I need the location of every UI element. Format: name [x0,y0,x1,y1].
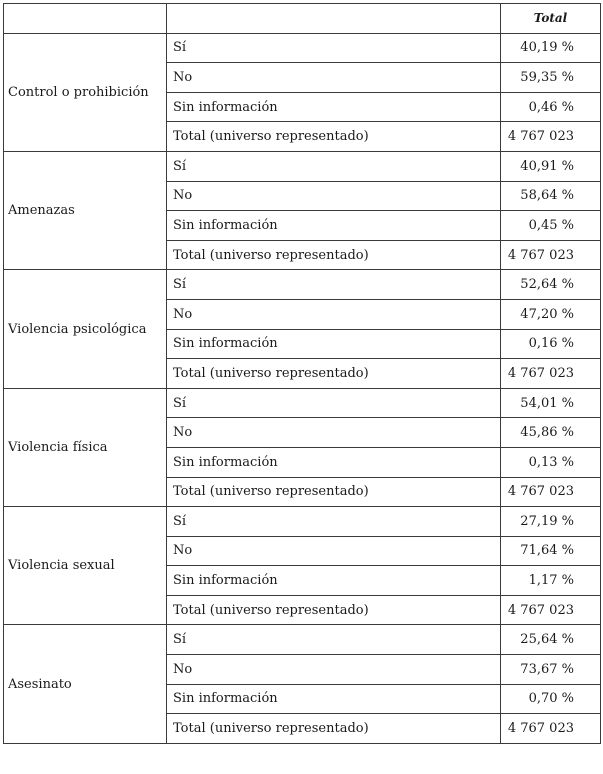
table-row [4,625,601,655]
header-blank-category [4,4,167,34]
row-label: Sin información [167,211,501,241]
row-value: 0,13 % [501,447,601,477]
row-value: 52,64 % [501,270,601,300]
row-value: 4 767 023 [501,240,601,270]
row-label: Sin información [167,329,501,359]
category-cell: Amenazas [4,151,167,269]
row-value: 4 767 023 [501,359,601,389]
row-label: No [167,418,501,448]
row-label: Sin información [167,684,501,714]
row-value: 71,64 % [501,536,601,566]
table-row [4,507,601,537]
row-value: 4 767 023 [501,477,601,507]
header-total: Total [501,4,601,34]
row-label: No [167,63,501,93]
row-value: 0,46 % [501,92,601,122]
row-value: 40,91 % [501,151,601,181]
row-label: No [167,181,501,211]
row-label: Total (universo representado) [167,359,501,389]
category-cell: Violencia sexual [4,507,167,625]
table-row [4,388,601,418]
row-value: 4 767 023 [501,595,601,625]
row-label: Total (universo representado) [167,477,501,507]
row-value: 25,64 % [501,625,601,655]
row-value: 4 767 023 [501,714,601,744]
row-label: Sí [167,507,501,537]
row-value: 73,67 % [501,655,601,685]
category-cell: Asesinato [4,625,167,743]
table-row [4,33,601,63]
table-row [4,270,601,300]
category-cell: Control o prohibición [4,33,167,151]
row-label: Total (universo representado) [167,714,501,744]
row-label: Sin información [167,447,501,477]
row-value: 0,45 % [501,211,601,241]
row-value: 45,86 % [501,418,601,448]
row-value: 4 767 023 [501,122,601,152]
row-label: Sí [167,270,501,300]
row-label: Total (universo representado) [167,240,501,270]
row-value: 0,16 % [501,329,601,359]
row-label: No [167,299,501,329]
row-value: 58,64 % [501,181,601,211]
row-value: 59,35 % [501,63,601,93]
row-label: Total (universo representado) [167,122,501,152]
row-value: 1,17 % [501,566,601,596]
row-label: Sí [167,151,501,181]
row-label: Sí [167,388,501,418]
row-label: Sin información [167,566,501,596]
row-value: 27,19 % [501,507,601,537]
category-cell: Violencia psicológica [4,270,167,388]
row-label: Sí [167,625,501,655]
table-row [4,151,601,181]
row-label: Sin información [167,92,501,122]
row-value: 0,70 % [501,684,601,714]
category-cell: Violencia física [4,388,167,506]
row-value: 47,20 % [501,299,601,329]
data-table [3,3,601,744]
row-label: Total (universo representado) [167,595,501,625]
row-value: 40,19 % [501,33,601,63]
row-label: Sí [167,33,501,63]
header-blank-label [167,4,501,34]
header-row [4,4,601,34]
row-value: 54,01 % [501,388,601,418]
row-label: No [167,655,501,685]
row-label: No [167,536,501,566]
